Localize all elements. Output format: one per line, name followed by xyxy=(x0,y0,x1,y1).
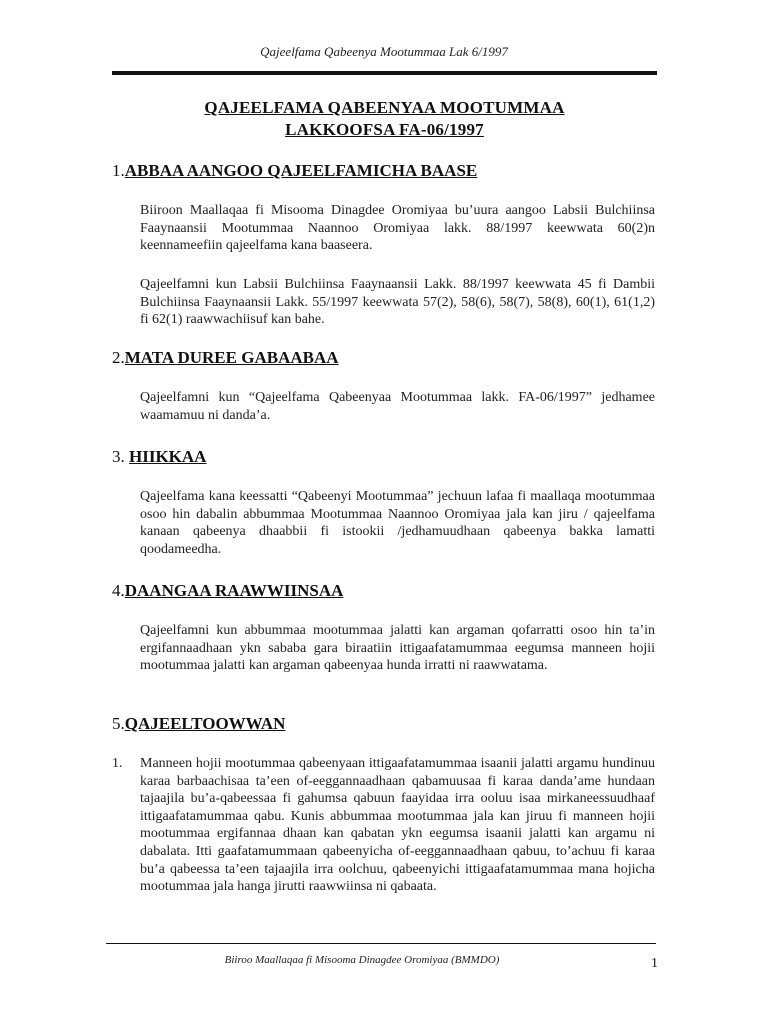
section-2-heading xyxy=(112,348,339,368)
section-4-paragraph: Qajeelfamni kun abbummaa mootummaa jalatti kan argaman qofarratti osoo hin ta’in ergifannaadhaan ykn sababa gara biraatiin ittigaafatamummaa eegumsa manneen hojii mootummaa jalatti kan argaman qabeenyaa hunda irratti ni raawwatama. xyxy=(140,623,655,674)
section-4-number: 4. xyxy=(112,581,125,600)
section-3-heading xyxy=(112,447,206,467)
header-rule xyxy=(112,71,657,75)
footer-rule xyxy=(106,943,656,944)
running-footer: Biiroo Maallaqaa fi Misooma Dinagdee Oromiyaa (BMMDO) xyxy=(224,954,500,966)
running-header: Qajeelfama Qabeenya Mootummaa Lak 6/1997 xyxy=(260,44,508,59)
section-1-heading xyxy=(112,161,477,181)
document-title-line-1: QAJEELFAMA QABEENYAA MOOTUMMAA xyxy=(204,98,565,117)
section-1-paragraph-2: Qajeelfamni kun Labsii Bulchiinsa Faaynaansii Lakk. 88/1997 keewwata 45 fi Dambii Bulchiinsa Faaynaansii Lakk. 55/1997 keewwata 57(2), 58(6), 58(7), 58(8), 60(1), 61(1,2) fi 62(1) raawwachiisuf kan bahe. xyxy=(140,277,655,328)
page-number: 1 xyxy=(651,956,658,971)
section-1-title: ABBAA AANGOO QAJEELFAMICHA BAASE xyxy=(124,161,478,180)
section-2-number: 2. xyxy=(112,348,125,367)
section-3-title: HIIKKAA xyxy=(129,447,207,466)
section-4-title: DAANGAA RAAWWIINSAA xyxy=(124,581,344,600)
section-4-heading xyxy=(112,581,343,601)
section-3-number: 3. xyxy=(112,447,129,466)
section-2-paragraph: Qajeelfamni kun “Qajeelfama Qabeenyaa Mootummaa lakk. FA-06/1997” jedhamee waamamuu ni danda’a. xyxy=(140,390,655,423)
section-5-title: QAJEELTOOWWAN xyxy=(124,714,286,733)
section-5-heading xyxy=(112,714,285,734)
list-item-text: Manneen hojii mootummaa qabeenyaan ittigaafatamummaa isaanii jalatti argamu hundinuu karaa barbaachisaa ta’een of-eeggannaadhaan qabamuusaa fi karaa danda’ame hundaan tajaajila bu’a-qabeessaa fi gahumsa qabuun faayidaa irra ooluu isaa mirkaneessuudhaaf ittigaafatamummaa qabu. Kunis abbummaa mootummaa jala kan jiruu fi manneen hojii mootummaa ergifannaa dhaan kan qabatan ykn eegumsa isaanii jalatti kan argamu ni dabalata. Itti gaafatamummaan qabeenyicha of-eeggannaadhaan qabuu, to’achuu fi karaa bu’a qabeessa ta’een tajaajila irra oolchuu, qabeenyichi ittigaafatamummaa mana hojicha mootummaa jala hanga jirutti raawwiinsa ni qabaata. xyxy=(140,756,655,895)
section-3-paragraph: Qajeelfama kana keessatti “Qabeenyi Mootummaa” jechuun lafaa fi maallaqa mootummaa osoo hin dabalin abbummaa Mootummaa Naannoo Oromiyaa jala kan jiru / qajeelfama kanaan qabeenya dhaabbii fi istookii /jedhamuudhaan qabeenya bakka lamatti qoodameedha. xyxy=(140,489,655,557)
list-item xyxy=(112,755,655,896)
document-title-line-2: LAKKOOFSA FA-06/1997 xyxy=(285,120,484,139)
section-5-number: 5. xyxy=(112,714,125,733)
list-item-number: 1. xyxy=(112,756,123,771)
section-1-number: 1. xyxy=(112,161,125,180)
section-2-title: MATA DUREE GABAABAA xyxy=(124,348,339,367)
section-1-paragraph-1: Biiroon Maallaqaa fi Misooma Dinagdee Oromiyaa bu’uura aangoo Labsii Bulchiinsa Faaynaansii Mootummaa Naannoo Oromiyaa lakk. 88/1997 keewwata 60(2)n keennameefiin qajeelfama kana baaseera. xyxy=(140,203,655,254)
